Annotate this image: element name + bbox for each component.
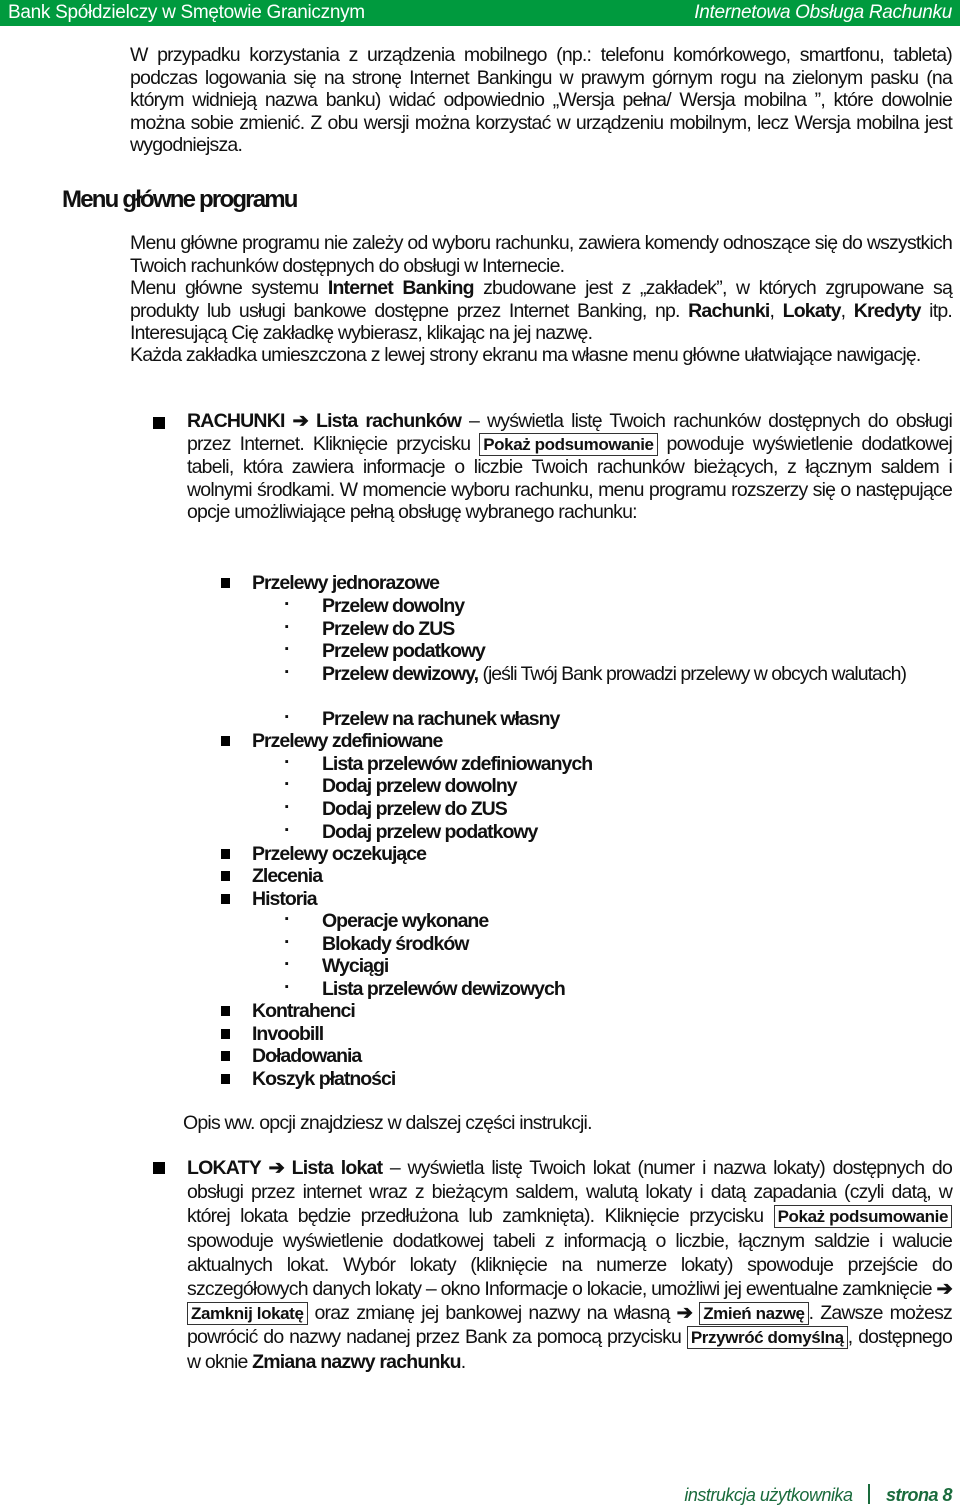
menu-item-history: Historia bbox=[252, 888, 317, 910]
bank-name: Bank Spółdzielczy w Smętowie Granicznym bbox=[8, 2, 365, 23]
menu-subitem: · Przelew podatkowy bbox=[322, 640, 952, 663]
square-bullet-icon bbox=[153, 1162, 165, 1174]
menu-subitem: · Blokady środków bbox=[322, 933, 952, 956]
page-number: strona 8 bbox=[885, 1485, 952, 1505]
arrow-right-icon: ➔ bbox=[676, 1302, 693, 1325]
menu-subitem: · Dodaj przelew dowolny bbox=[322, 775, 952, 798]
menu-subitem: · Przelew dowolny bbox=[322, 595, 952, 618]
menu-subitem: · Wyciągi bbox=[322, 955, 952, 978]
menu-subitem: · Lista przelewów dewizowych bbox=[322, 978, 952, 1001]
menu-subitem: · Dodaj przelew do ZUS bbox=[322, 798, 952, 821]
rachunki-description: RACHUNKI ➔ Lista rachunków – wyświetla listę Twoich rachunków dostępnych do obsługi przez Internet. Kliknięcie przycisku Pokaż podsumowanie powoduje wyświetlenie dodatkowej tabeli, która zawiera informacje o liczbie Twoich rachunków bieżących, z łącznym saldem i wolnymi środkami. W momencie wyboru rachunku, menu programu rozszerzy się o następujące opcje umożliwiające pełną obsługę wybranego rachunku: bbox=[187, 410, 953, 524]
menu-item-payment-basket: Koszyk płatności bbox=[252, 1068, 396, 1090]
menu-subitem: · Operacje wykonane bbox=[322, 910, 952, 933]
menu-subitem: · Przelew dewizowy, (jeśli Twój Bank prowadzi przelewy w obcych walutach) bbox=[322, 663, 952, 686]
menu-item-defined-transfers: Przelewy zdefiniowane bbox=[252, 730, 443, 752]
lokaty-description: LOKATY ➔ Lista lokat – wyświetla listę Twoich lokat (numer i nazwa lokaty) dostępnych do obsługi przez internet wraz z bieżącym saldem, walutą lokaty i datą zapadania (czyli datą, w której lokata będzie przedłużona lub zamknięta). Kliknięcie przycisku Pokaż podsumowanie spowoduje wyświetlenie dodatkowej tabeli z informacją o liczbie, łącznym saldzie i walucie aktualnych lokat. Wybór lokaty (kliknięcie na numerze lokaty) spowoduje przejście do szczegółowych danych lokaty – okno Informacje o lokacie, umożliwi jej ewentualne zamknięcie ➔ Zamknij lokatę oraz zmianę jej bankowej nazwy na własną ➔ Zmień nazwę . Zawsze możesz powrócić do nazwy nadanej przez Bank za pomocą przycisku Przywróć domyślną , dostępnego w oknie Zmiana nazwy rachunku. bbox=[187, 1157, 952, 1373]
arrow-right-icon: ➔ bbox=[936, 1278, 952, 1301]
intro-paragraph: W przypadku korzystania z urządzenia mobilnego (np.: telefonu komórkowego, smartfonu, tableta) podczas logowania się na stronę Internet Bankingu w prawym górnym rogu na zielonym pasku (na którym widnieją nazwa banku) widać odpowiednio „Wersja pełna/ Wersja mobilna ”, które dowolnie można sobie zmienić. Z obu wersji można korzystać w urządzeniu mobilnym, lecz Wersja mobilna jest wygodniejsza. bbox=[130, 44, 952, 156]
section-paragraph-1: Menu główne programu nie zależy od wyboru rachunku, zawiera komendy odnoszące się do wszystkich Twoich rachunków dostępnych do obsługi w Internecie. bbox=[130, 232, 952, 277]
menu-item-orders: Zlecenia bbox=[252, 865, 323, 887]
show-summary-button[interactable]: Pokaż podsumowanie bbox=[774, 1205, 952, 1228]
menu-subitem: · Lista przelewów zdefiniowanych bbox=[322, 753, 952, 776]
restore-default-button[interactable]: Przywróć domyślną bbox=[687, 1326, 848, 1349]
menu-item-one-time-transfers: Przelewy jednorazowe bbox=[252, 572, 439, 594]
close-deposit-button[interactable]: Zamknij lokatę bbox=[187, 1302, 308, 1325]
footer-divider bbox=[868, 1484, 870, 1504]
footer-label: instrukcja użytkownika bbox=[684, 1485, 853, 1505]
menu-item-contractors: Kontrahenci bbox=[252, 1000, 355, 1022]
arrow-right-icon: ➔ bbox=[268, 1157, 285, 1179]
square-bullet-icon bbox=[153, 417, 165, 429]
menu-item-invoobill: Invoobill bbox=[252, 1023, 324, 1045]
menu-item-top-ups: Doładowania bbox=[252, 1045, 362, 1067]
menu-item-pending-transfers: Przelewy oczekujące bbox=[252, 843, 426, 865]
show-summary-button[interactable]: Pokaż podsumowanie bbox=[479, 433, 657, 456]
arrow-right-icon: ➔ bbox=[292, 410, 309, 432]
rename-button[interactable]: Zmień nazwę bbox=[699, 1302, 808, 1325]
menu-subitem: · Przelew na rachunek własny bbox=[322, 708, 952, 731]
section-paragraph-3: Każda zakładka umieszczona z lewej strony ekranu ma własne menu główne ułatwiające nawigację. bbox=[130, 344, 921, 366]
page-header bbox=[0, 0, 960, 26]
page-footer bbox=[684, 1484, 952, 1506]
options-note: Opis ww. opcji znajdziesz w dalszej części instrukcji. bbox=[183, 1112, 592, 1134]
section-paragraph-2: Menu główne systemu Internet Banking zbudowane jest z „zakładek”, w których zgrupowane są produkty lub usługi bankowe dostępne przez Internet Banking, np. Rachunki, Lokaty, Kredyty itp. Interesującą Cię zakładkę wybierasz, klikając na jej nazwę. bbox=[130, 277, 952, 344]
menu-subitem: · Przelew do ZUS bbox=[322, 618, 952, 641]
section-heading: Menu główne programu bbox=[62, 186, 297, 213]
menu-subitem: · Dodaj przelew podatkowy bbox=[322, 821, 952, 844]
document-title: Internetowa Obsługa Rachunku bbox=[694, 2, 952, 23]
